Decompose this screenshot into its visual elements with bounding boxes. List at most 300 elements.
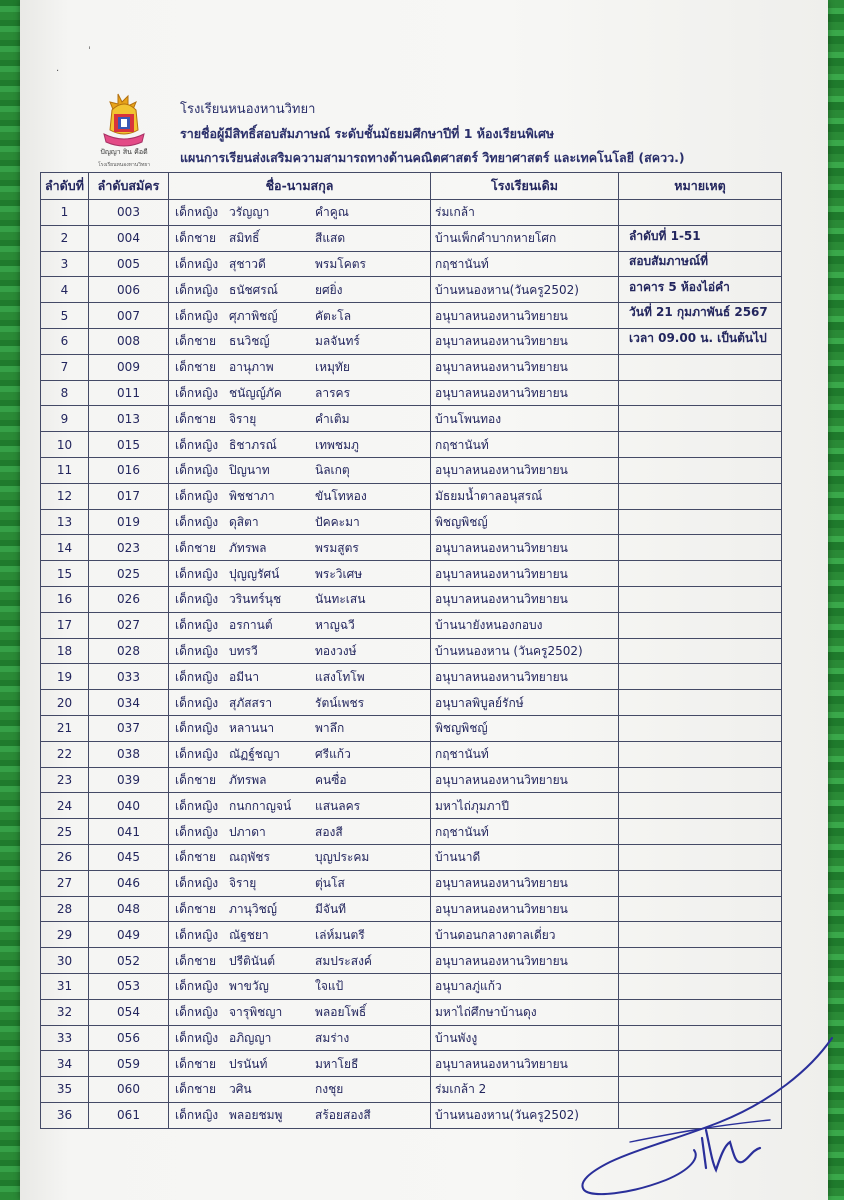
applicant-number: 004 — [89, 225, 169, 251]
applicant-number: 005 — [89, 251, 169, 277]
applicant-name — [169, 535, 431, 561]
row-number: 20 — [41, 690, 89, 716]
table-row — [41, 715, 782, 741]
table-row — [41, 767, 782, 793]
row-number: 1 — [41, 200, 89, 226]
remark-cell — [619, 973, 782, 999]
previous-school: บ้านพังงู — [431, 1025, 619, 1051]
remark-cell — [619, 432, 782, 458]
remark-cell — [619, 586, 782, 612]
remark-cell — [619, 715, 782, 741]
applicant-number: 025 — [89, 561, 169, 587]
applicant-first-name: ณัฐชยา — [229, 927, 269, 942]
previous-school: อนุบาลหนองหานวิทยายน — [431, 380, 619, 406]
applicant-name — [169, 1051, 431, 1077]
applicant-first-name: พลอยชมพู — [229, 1108, 283, 1123]
applicant-first-name: สุภัสสรา — [229, 695, 273, 710]
applicant-last-name: แสงโทโพ — [315, 669, 365, 684]
applicant-title: เด็กหญิง — [175, 463, 219, 478]
applicant-number: 049 — [89, 922, 169, 948]
previous-school: ร่มเกล้า 2 — [431, 1077, 619, 1103]
applicant-last-name: รัตน์เพชร — [315, 695, 365, 710]
previous-school: อนุบาลหนองหานวิทยายน — [431, 354, 619, 380]
applicant-last-name: คำคูณ — [315, 205, 349, 220]
applicant-title: เด็กหญิง — [175, 618, 219, 633]
applicant-title: เด็กหญิง — [175, 798, 219, 813]
applicant-title: เด็กหญิง — [175, 824, 219, 839]
applicant-first-name: วรัญญา — [229, 205, 270, 220]
remark-cell — [619, 509, 782, 535]
applicant-last-name: ตุ่นโส — [315, 876, 345, 891]
remark-cell — [619, 690, 782, 716]
header-applicant-no: ลำดับสมัคร — [89, 173, 169, 200]
table-row — [41, 457, 782, 483]
applicant-number: 006 — [89, 277, 169, 303]
row-number: 16 — [41, 586, 89, 612]
applicant-name — [169, 973, 431, 999]
applicant-name — [169, 767, 431, 793]
applicant-number: 016 — [89, 457, 169, 483]
applicant-number: 017 — [89, 483, 169, 509]
applicant-name — [169, 483, 431, 509]
remark-cell — [619, 999, 782, 1025]
applicant-number: 053 — [89, 973, 169, 999]
applicant-name — [169, 999, 431, 1025]
applicant-title: เด็กชาย — [175, 901, 217, 916]
previous-school: บ้านหนองหาน(วันครู2502) — [431, 1102, 619, 1128]
applicant-title: เด็กหญิง — [175, 282, 219, 297]
applicant-title: เด็กหญิง — [175, 669, 219, 684]
applicant-name — [169, 1102, 431, 1128]
remark-cell — [619, 406, 782, 432]
applicant-last-name: ยศยิ่ง — [315, 282, 343, 297]
applicant-last-name: สมประสงค์ — [315, 953, 372, 968]
applicant-name — [169, 406, 431, 432]
row-number: 17 — [41, 612, 89, 638]
applicant-name — [169, 896, 431, 922]
applicant-name — [169, 741, 431, 767]
applicant-last-name: กงชุย — [315, 1082, 344, 1097]
applicant-number: 054 — [89, 999, 169, 1025]
row-number: 19 — [41, 664, 89, 690]
applicant-first-name: ปิญนาท — [229, 463, 270, 478]
applicant-first-name: ณฤพัชร — [229, 850, 270, 865]
paper-speck: ˈ — [88, 46, 91, 57]
applicant-first-name: ภัทรพล — [229, 540, 267, 555]
applicant-first-name: กนกกาญจน์ — [229, 798, 292, 813]
row-number: 23 — [41, 767, 89, 793]
applicant-first-name: สุชาวดี — [229, 256, 266, 271]
applicant-number: 033 — [89, 664, 169, 690]
applicant-name — [169, 225, 431, 251]
previous-school: บ้านเพ็กคำบากหายโศก — [431, 225, 619, 251]
applicant-first-name: อมีนา — [229, 669, 260, 684]
applicant-name — [169, 432, 431, 458]
table-row — [41, 354, 782, 380]
table-row — [41, 948, 782, 974]
header-remark: หมายเหตุ — [619, 173, 782, 200]
applicant-last-name: ปัคคะมา — [315, 514, 360, 529]
applicant-first-name: อรกานต์ — [229, 618, 273, 633]
row-number: 3 — [41, 251, 89, 277]
applicant-number: 008 — [89, 328, 169, 354]
applicant-first-name: ปรีตินันต์ — [229, 953, 276, 968]
row-number: 24 — [41, 793, 89, 819]
remark-cell — [619, 922, 782, 948]
row-number: 14 — [41, 535, 89, 561]
applicant-title: เด็กหญิง — [175, 927, 219, 942]
applicant-last-name: สีแสด — [315, 231, 346, 246]
applicant-title: เด็กหญิง — [175, 1030, 219, 1045]
applicant-first-name: อานุภาพ — [229, 360, 274, 375]
applicant-last-name: พรมสูตร — [315, 540, 359, 555]
applicant-last-name: สร้อยสองสี — [315, 1108, 371, 1123]
applicant-last-name: เทพชมภู — [315, 437, 359, 452]
table-row — [41, 844, 782, 870]
applicant-number: 056 — [89, 1025, 169, 1051]
table-row — [41, 793, 782, 819]
applicant-last-name: ศรีแก้ว — [315, 747, 351, 762]
row-number: 11 — [41, 457, 89, 483]
remark-cell — [619, 638, 782, 664]
applicant-name — [169, 793, 431, 819]
previous-school: บ้านโพนทอง — [431, 406, 619, 432]
applicant-name — [169, 457, 431, 483]
row-number: 4 — [41, 277, 89, 303]
applicant-title: เด็กหญิง — [175, 721, 219, 736]
table-row — [41, 664, 782, 690]
applicant-title: เด็กชาย — [175, 411, 217, 426]
applicant-title: เด็กชาย — [175, 360, 217, 375]
applicant-last-name: หาญฉวี — [315, 618, 355, 633]
applicant-name — [169, 1025, 431, 1051]
applicant-title: เด็กชาย — [175, 231, 217, 246]
previous-school: อนุบาลหนองหานวิทยายน — [431, 561, 619, 587]
row-number: 9 — [41, 406, 89, 432]
applicant-name — [169, 380, 431, 406]
green-background-left — [0, 0, 22, 1200]
applicant-last-name: ใจแป้ — [315, 979, 344, 994]
applicant-number: 041 — [89, 819, 169, 845]
applicant-last-name: เล่ห์มนตรี — [315, 927, 365, 942]
applicant-last-name: คนซื่อ — [315, 772, 347, 787]
applicant-name — [169, 303, 431, 329]
previous-school: อนุบาลหนองหานวิทยายน — [431, 870, 619, 896]
applicant-number: 015 — [89, 432, 169, 458]
previous-school: อนุบาลหนองหานวิทยายน — [431, 457, 619, 483]
applicant-number: 060 — [89, 1077, 169, 1103]
applicant-name — [169, 354, 431, 380]
applicant-title: เด็กหญิง — [175, 979, 219, 994]
row-number: 30 — [41, 948, 89, 974]
applicant-last-name: ทองวงษ์ — [315, 643, 357, 658]
previous-school: มหาไถ่ภุมภาปี — [431, 793, 619, 819]
header-no: ลำดับที่ — [41, 173, 89, 200]
applicant-title: เด็กหญิง — [175, 256, 219, 271]
applicant-name — [169, 586, 431, 612]
applicant-title: เด็กชาย — [175, 953, 217, 968]
applicant-name — [169, 1077, 431, 1103]
emblem-school-caption: โรงเรียนหนองหานวิทยา — [97, 162, 151, 168]
applicant-first-name: บทรวี — [229, 643, 258, 658]
applicant-name — [169, 277, 431, 303]
table-row — [41, 535, 782, 561]
applicant-number: 059 — [89, 1051, 169, 1077]
remark-cell — [619, 483, 782, 509]
row-number: 25 — [41, 819, 89, 845]
applicant-number: 048 — [89, 896, 169, 922]
applicant-first-name: ศุภาพิชญ์ — [229, 308, 278, 323]
applicant-number: 027 — [89, 612, 169, 638]
applicant-number: 007 — [89, 303, 169, 329]
row-number: 28 — [41, 896, 89, 922]
table-row — [41, 380, 782, 406]
row-number: 21 — [41, 715, 89, 741]
applicant-number: 038 — [89, 741, 169, 767]
green-background-right — [828, 0, 844, 1200]
paper-speck: · — [56, 66, 60, 77]
program-subtitle: แผนการเรียนส่งเสริมความสามารถทางด้านคณิตศาสตร์ วิทยาศาสตร์ และเทคโนโลยี (สควว.) — [180, 150, 685, 165]
applicant-last-name: สมร่าง — [315, 1030, 350, 1045]
applicant-last-name: คำเติม — [315, 411, 350, 426]
applicant-number: 011 — [89, 380, 169, 406]
row-number: 12 — [41, 483, 89, 509]
applicant-name — [169, 200, 431, 226]
previous-school: บ้านหนองหาน(วันครู2502) — [431, 277, 619, 303]
applicant-last-name: นิลเกตุ — [315, 463, 350, 478]
applicant-first-name: จิรายุ — [229, 411, 257, 426]
applicant-title: เด็กหญิง — [175, 695, 219, 710]
table-row — [41, 483, 782, 509]
applicant-last-name: มลจันทร์ — [315, 334, 360, 349]
applicant-number: 003 — [89, 200, 169, 226]
applicant-number: 052 — [89, 948, 169, 974]
applicant-first-name: หลานนา — [229, 721, 275, 736]
previous-school: กฤชานันท์ — [431, 251, 619, 277]
remark-cell — [619, 457, 782, 483]
previous-school: อนุบาลหนองหานวิทยายน — [431, 896, 619, 922]
previous-school: กฤชานันท์ — [431, 819, 619, 845]
applicant-number: 039 — [89, 767, 169, 793]
applicant-name — [169, 251, 431, 277]
previous-school: อนุบาลหนองหานวิทยายน — [431, 767, 619, 793]
applicant-title: เด็กหญิง — [175, 205, 219, 220]
row-number: 5 — [41, 303, 89, 329]
table-row — [41, 690, 782, 716]
applicant-name — [169, 638, 431, 664]
row-number: 33 — [41, 1025, 89, 1051]
remark-cell — [619, 380, 782, 406]
applicant-name — [169, 948, 431, 974]
row-number: 18 — [41, 638, 89, 664]
previous-school: อนุบาลหนองหานวิทยายน — [431, 664, 619, 690]
applicant-first-name: วรินทร์นุช — [229, 592, 282, 607]
row-number: 22 — [41, 741, 89, 767]
applicant-number: 037 — [89, 715, 169, 741]
applicant-first-name: ธนวิชญ์ — [229, 334, 270, 349]
remark-cell — [619, 535, 782, 561]
applicant-last-name: นันทะเสน — [315, 592, 366, 607]
emblem-motto: ปัญญา สิน คือดี — [100, 148, 148, 156]
row-number: 32 — [41, 999, 89, 1025]
school-emblem — [88, 90, 160, 170]
document-header — [180, 98, 780, 170]
applicant-title: เด็กหญิง — [175, 643, 219, 658]
applicant-first-name: ธนัชศรณ์ — [229, 282, 278, 297]
applicant-title: เด็กชาย — [175, 1056, 217, 1071]
previous-school: มหาไถ่ศึกษาบ้านดุง — [431, 999, 619, 1025]
remark-cell — [619, 664, 782, 690]
applicant-number: 045 — [89, 844, 169, 870]
applicant-number: 009 — [89, 354, 169, 380]
previous-school: กฤชานันท์ — [431, 432, 619, 458]
applicant-first-name: ธิชาภรณ์ — [229, 437, 277, 452]
row-number: 10 — [41, 432, 89, 458]
row-number: 26 — [41, 844, 89, 870]
previous-school: อนุบาลหนองหานวิทยายน — [431, 328, 619, 354]
applicant-title: เด็กหญิง — [175, 876, 219, 891]
previous-school: พิชญพิชญ์ — [431, 715, 619, 741]
table-row — [41, 922, 782, 948]
applicant-name — [169, 870, 431, 896]
signature — [570, 1030, 840, 1200]
previous-school: มัธยมน้ำตาลอนุสรณ์ — [431, 483, 619, 509]
remark-note — [629, 224, 779, 351]
table-row — [41, 406, 782, 432]
applicant-title: เด็กชาย — [175, 1082, 217, 1097]
applicant-last-name: แสนลคร — [315, 798, 361, 813]
row-number: 7 — [41, 354, 89, 380]
remark-cell — [619, 844, 782, 870]
applicant-last-name: มีจันที — [315, 901, 347, 916]
applicant-number: 026 — [89, 586, 169, 612]
row-number: 6 — [41, 328, 89, 354]
previous-school: อนุบาลหนองหานวิทยายน — [431, 948, 619, 974]
row-number: 2 — [41, 225, 89, 251]
previous-school: อนุบาลหนองหานวิทยายน — [431, 303, 619, 329]
applicant-first-name: ณัฏฐ์ชญา — [229, 747, 280, 762]
previous-school: กฤชานันท์ — [431, 741, 619, 767]
applicant-first-name: จารุพิชญา — [229, 1005, 283, 1020]
table-row — [41, 638, 782, 664]
remark-cell — [619, 948, 782, 974]
applicant-number: 013 — [89, 406, 169, 432]
applicant-first-name: สมิทธิ์ — [229, 231, 260, 246]
remark-line: วันที่ 21 กุมภาพันธ์ 2567 — [629, 305, 768, 320]
applicant-title: เด็กหญิง — [175, 437, 219, 452]
school-name: โรงเรียนหนองหานวิทยา — [180, 102, 316, 117]
applicant-first-name: พิชชาภา — [229, 489, 275, 504]
remark-line: ลำดับที่ 1-51 — [629, 229, 701, 243]
applicant-first-name: ภานุวิชญ์ — [229, 901, 277, 916]
remark-cell — [619, 793, 782, 819]
previous-school: อนุบาลภู่แก้ว — [431, 973, 619, 999]
table-row — [41, 509, 782, 535]
table-row — [41, 973, 782, 999]
applicant-title: เด็กหญิง — [175, 592, 219, 607]
applicant-name — [169, 844, 431, 870]
row-number: 15 — [41, 561, 89, 587]
applicant-name — [169, 509, 431, 535]
row-number: 34 — [41, 1051, 89, 1077]
row-number: 29 — [41, 922, 89, 948]
applicant-title: เด็กหญิง — [175, 385, 219, 400]
table-row — [41, 870, 782, 896]
applicant-number: 040 — [89, 793, 169, 819]
applicant-title: เด็กหญิง — [175, 308, 219, 323]
applicant-first-name: ปภาดา — [229, 824, 266, 839]
applicant-name — [169, 561, 431, 587]
applicant-last-name: พรมโคตร — [315, 256, 366, 271]
applicant-title: เด็กหญิง — [175, 747, 219, 762]
school-emblem-icon — [88, 90, 160, 170]
header-prev-school: โรงเรียนเดิม — [431, 173, 619, 200]
applicant-first-name: วศิน — [229, 1082, 252, 1097]
header-name: ชื่อ-นามสกุล — [169, 173, 431, 200]
row-number: 35 — [41, 1077, 89, 1103]
applicant-title: เด็กชาย — [175, 850, 217, 865]
applicant-number: 046 — [89, 870, 169, 896]
applicant-first-name: ภัทรพล — [229, 772, 267, 787]
applicant-last-name: คัตะโล — [315, 308, 352, 323]
table-row — [41, 200, 782, 226]
applicant-last-name: บุญประคม — [315, 850, 370, 865]
applicant-number: 034 — [89, 690, 169, 716]
applicant-last-name: เหมุทัย — [315, 360, 350, 375]
row-number: 31 — [41, 973, 89, 999]
applicant-last-name: พลอยโพธิ์ — [315, 1005, 367, 1020]
applicant-number: 023 — [89, 535, 169, 561]
applicant-name — [169, 715, 431, 741]
applicant-title: เด็กชาย — [175, 540, 217, 555]
row-number: 8 — [41, 380, 89, 406]
applicant-last-name: ขันโทหอง — [315, 489, 367, 504]
applicant-name — [169, 690, 431, 716]
applicant-title: เด็กชาย — [175, 772, 217, 787]
remark-cell — [619, 819, 782, 845]
remark-cell — [619, 612, 782, 638]
applicant-title: เด็กหญิง — [175, 514, 219, 529]
applicant-last-name: สองสี — [315, 824, 343, 839]
applicant-title: เด็กชาย — [175, 334, 217, 349]
previous-school: บ้านนายังหนองกอบง — [431, 612, 619, 638]
table-row — [41, 586, 782, 612]
remark-line: สอบสัมภาษณ์ที่ — [629, 254, 708, 269]
applicant-title: เด็กหญิง — [175, 1108, 219, 1123]
table-row — [41, 612, 782, 638]
applicant-last-name: มหาโยธี — [315, 1056, 359, 1071]
previous-school: อนุบาลหนองหานวิทยายน — [431, 535, 619, 561]
previous-school: บ้านหนองหาน (วันครู2502) — [431, 638, 619, 664]
applicant-last-name: พาลึก — [315, 721, 345, 736]
remark-cell — [619, 896, 782, 922]
applicant-title: เด็กหญิง — [175, 566, 219, 581]
applicant-name — [169, 664, 431, 690]
applicant-first-name: จิรายุ — [229, 876, 257, 891]
remark-cell — [619, 767, 782, 793]
applicant-number: 061 — [89, 1102, 169, 1128]
table-row — [41, 561, 782, 587]
table-row — [41, 819, 782, 845]
applicant-first-name: ดุสิตา — [229, 514, 259, 529]
applicant-title: เด็กหญิง — [175, 1005, 219, 1020]
previous-school: บ้านนาดี — [431, 844, 619, 870]
previous-school: อนุบาลหนองหานวิทยายน — [431, 1051, 619, 1077]
document-title: รายชื่อผู้มีสิทธิ์สอบสัมภาษณ์ ระดับชั้นมัธยมศึกษาปีที่ 1 ห้องเรียนพิเศษ — [180, 126, 555, 141]
applicant-number: 028 — [89, 638, 169, 664]
applicant-number: 019 — [89, 509, 169, 535]
table-row — [41, 999, 782, 1025]
